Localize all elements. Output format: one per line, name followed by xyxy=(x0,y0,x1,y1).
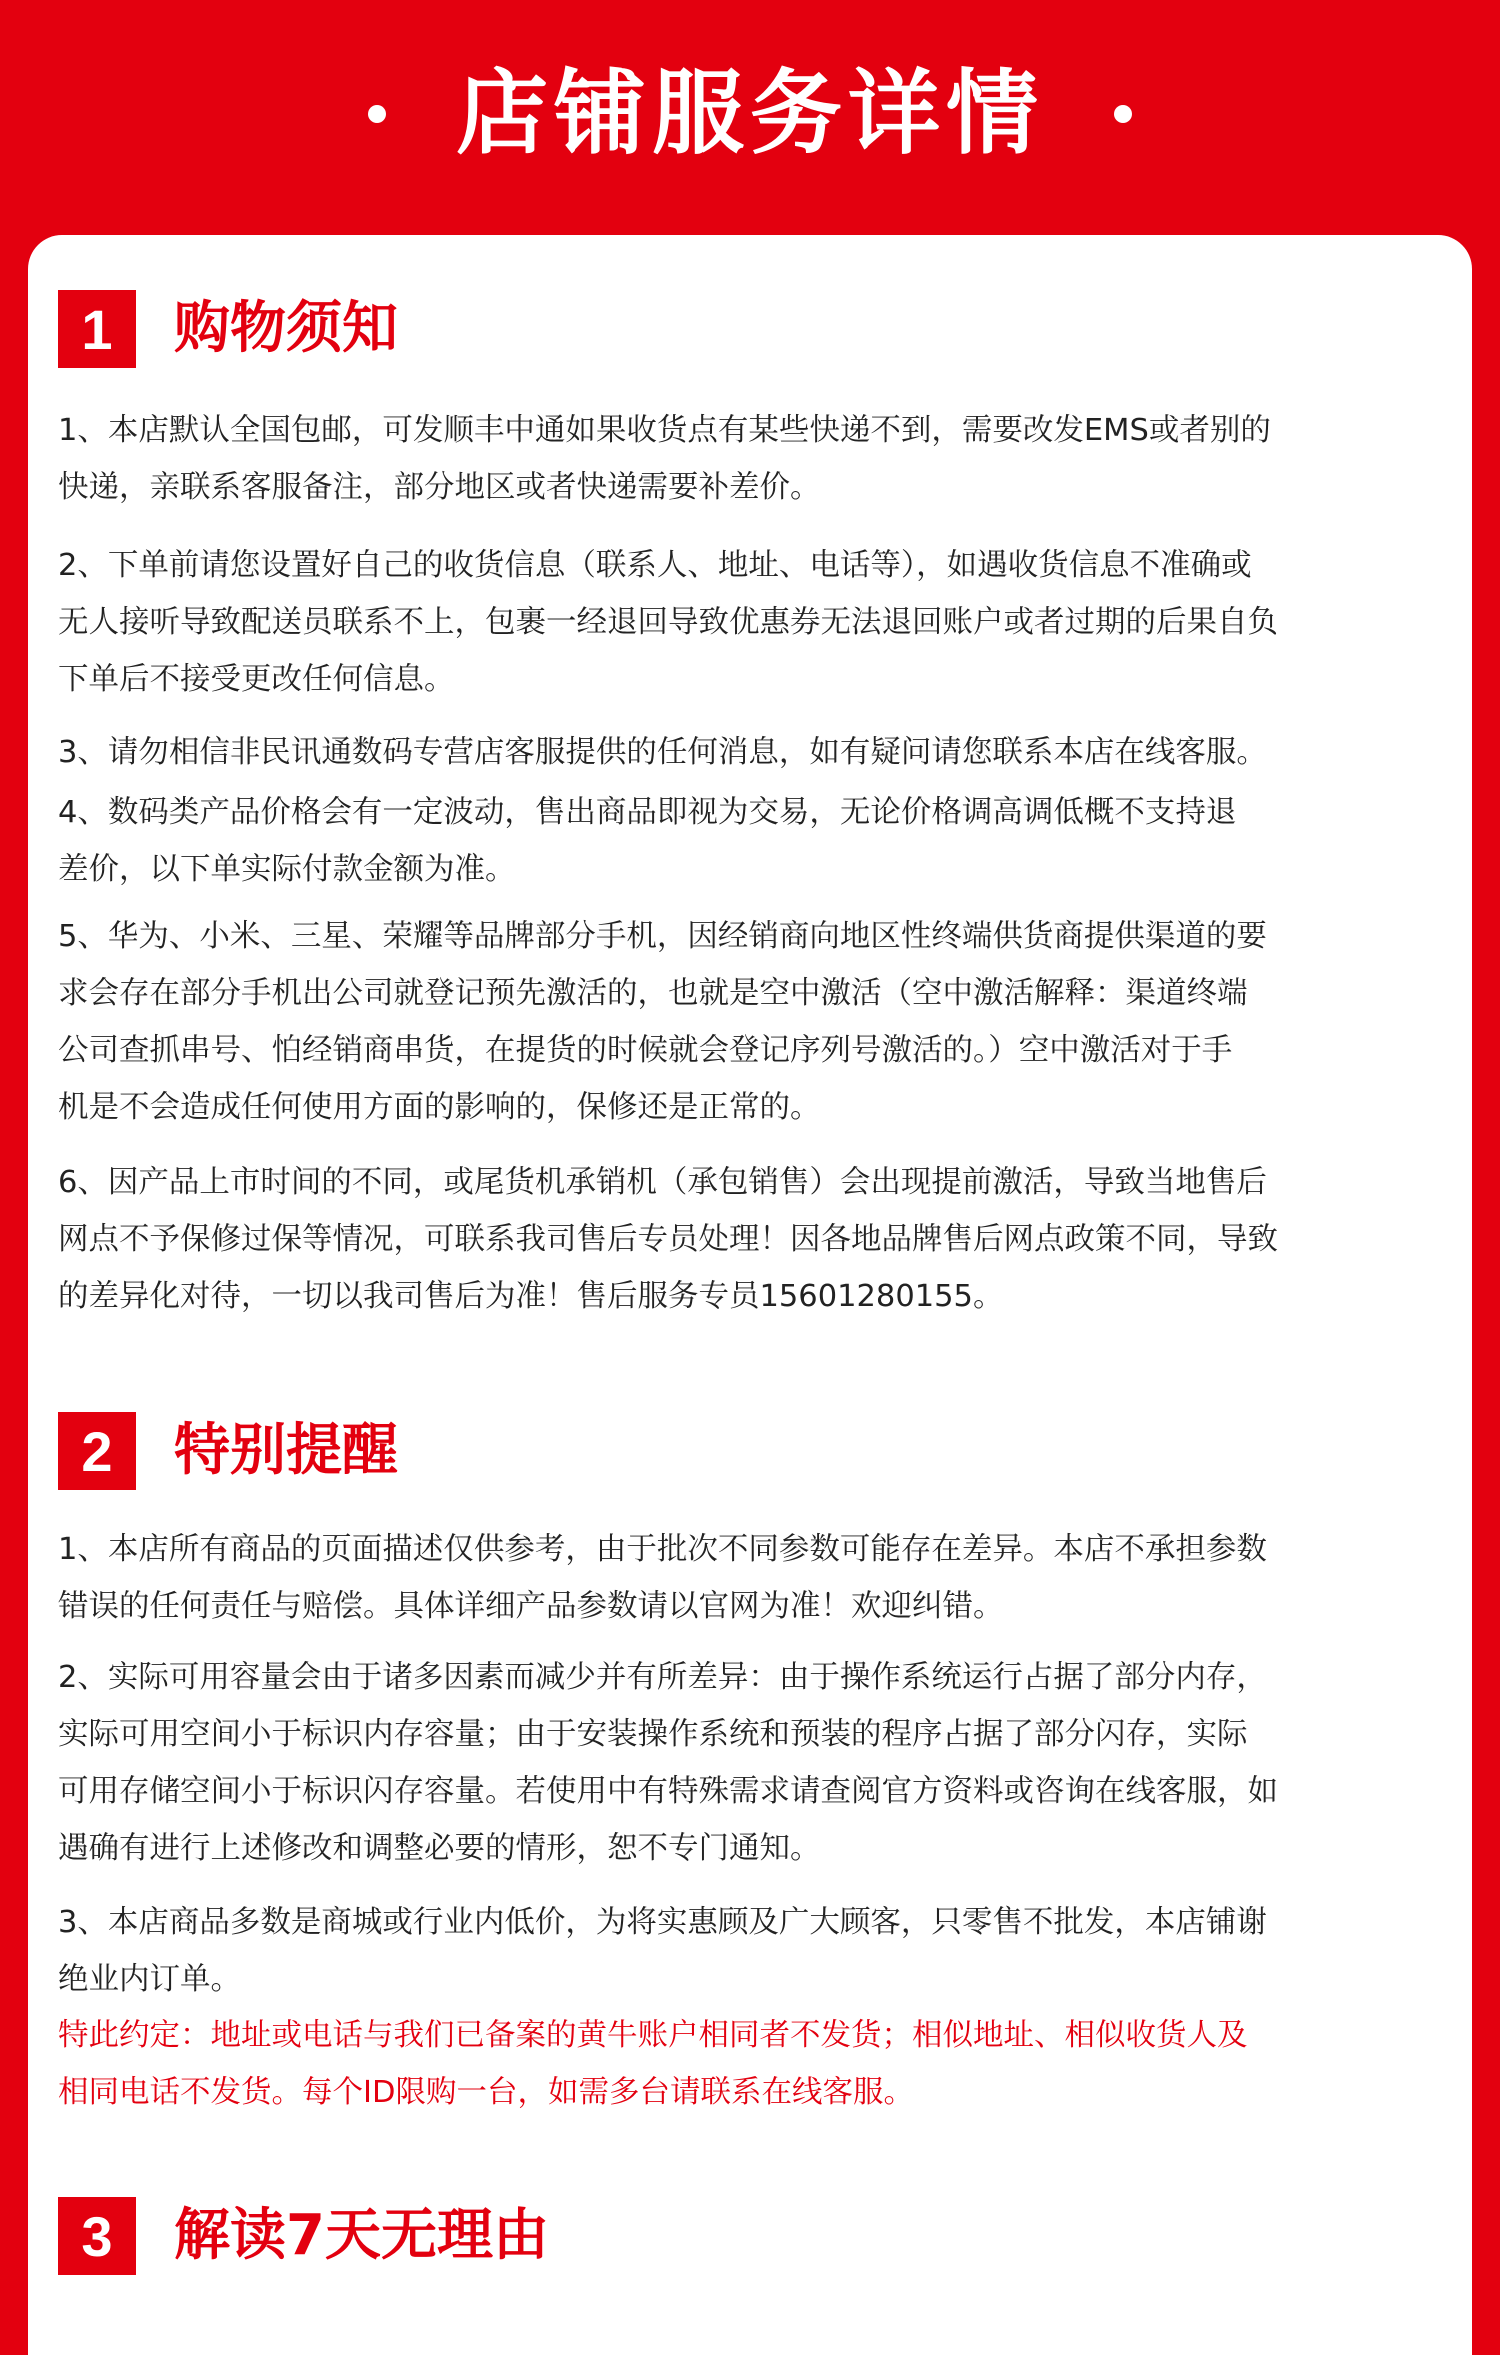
section-title: 购物须知 xyxy=(174,296,398,361)
notice-item-3: 3、请勿相信非民讯通数码专营店客服提供的任何消息，如有疑问请您联系本店在线客服。 xyxy=(58,735,1267,770)
section-1-heading xyxy=(58,290,398,368)
page-title: 店铺服务详情 xyxy=(455,60,1044,167)
notice-item-4: 4、数码类产品价格会有一定波动，售出商品即视为交易，无论价格调高调低概不支持退 差价，以下单实际付款金额为准。 xyxy=(58,795,1237,887)
notice-item-6: 6、因产品上市时间的不同，或尾货机承销机（承包销售）会出现提前激活，导致当地售后 网点不予保修过保等情况，可联系我司售后专员处理！因各地品牌售后网点政策不同，导致 的差异化对待，一切以我司售后为准！售后服务专员15601280155。 xyxy=(58,1165,1278,1314)
section-3-heading xyxy=(58,2197,549,2275)
bullet-dot-icon xyxy=(368,105,386,123)
reminder-item-3: 3、本店商品多数是商城或行业内低价，为将实惠顾及广大顾客，只零售不批发，本店铺谢 绝业内订单。 xyxy=(58,1905,1267,1997)
section-2-heading xyxy=(58,1412,398,1490)
section-number-badge: 1 xyxy=(58,290,136,368)
section-number-badge: 3 xyxy=(58,2197,136,2275)
special-agreement-notice: 特此约定：地址或电话与我们已备案的黄牛账户相同者不发货；相似地址、相似收货人及 相同电话不发货。每个ID限购一台，如需多台请联系在线客服。 xyxy=(58,2018,1248,2110)
reminder-item-2: 2、实际可用容量会由于诸多因素而减少并有所差异：由于操作系统运行占据了部分内存， 实际可用空间小于标识内存容量；由于安装操作系统和预装的程序占据了部分闪存，实际 可用存储空间小于标识闪存容量。若使用中有特殊需求请查阅官方资料或咨询在线客服，如 遇确有进行上述修改和调整必要的情形，恕不专门通知。 xyxy=(58,1660,1278,1866)
notice-item-2: 2、下单前请您设置好自己的收货信息（联系人、地址、电话等），如遇收货信息不准确或 无人接听导致配送员联系不上，包裹一经退回导致优惠券无法退回账户或者过期的后果自负 下单后不接受更改任何信息。 xyxy=(58,548,1278,697)
page-banner xyxy=(0,0,1500,240)
notice-item-5: 5、华为、小米、三星、荣耀等品牌部分手机，因经销商向地区性终端供货商提供渠道的要 求会存在部分手机出公司就登记预先激活的，也就是空中激活（空中激活解释：渠道终端 公司查抓串号、怕经销商串货，在提货的时候就会登记序列号激活的。）空中激活对于手 机是不会造成任何使用方面的影响的，保修还是正常的。 xyxy=(58,919,1267,1125)
section-title: 特别提醒 xyxy=(174,1418,398,1483)
notice-item-1: 1、本店默认全国包邮，可发顺丰中通如果收货点有某些快递不到，需要改发EMS或者别的 快递，亲联系客服备注，部分地区或者快递需要补差价。 xyxy=(58,413,1271,505)
reminder-item-1: 1、本店所有商品的页面描述仅供参考，由于批次不同参数可能存在差异。本店不承担参数 错误的任何责任与赔偿。具体详细产品参数请以官网为准！欢迎纠错。 xyxy=(58,1532,1267,1624)
bullet-dot-icon xyxy=(1114,105,1132,123)
section-number-badge: 2 xyxy=(58,1412,136,1490)
section-title: 解读7天无理由 xyxy=(174,2203,549,2268)
